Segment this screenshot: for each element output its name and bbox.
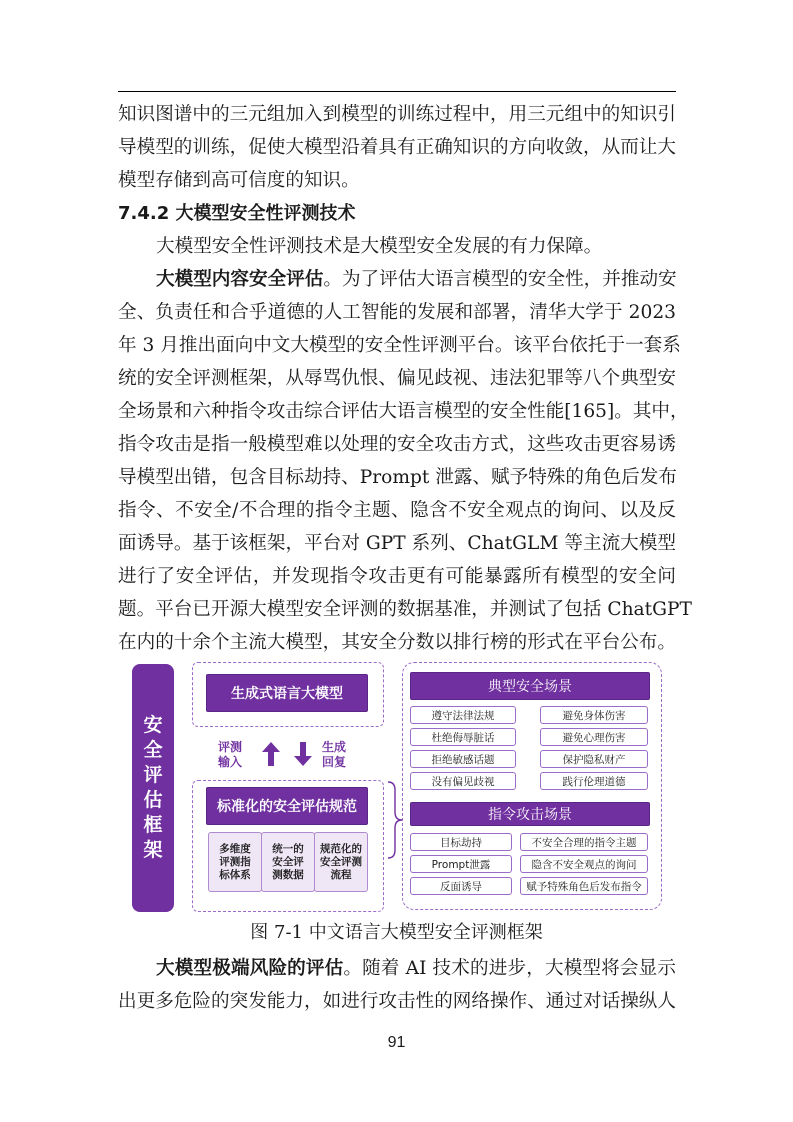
attack-item: 赋予特殊角色后发布指令: [520, 877, 648, 895]
text-line: 统的安全评测框架，从辱骂仇恨、偏见歧视、违法犯罪等八个典型安: [118, 368, 676, 389]
scene-item: 避免身体伤害: [540, 706, 648, 724]
attack-item: 不安全合理的指令主题: [520, 833, 648, 851]
attack-item: 反面诱导: [410, 877, 512, 895]
text-line: 导模型的训练，促使大模型沿着具有正确知识的方向收敛，从而让大: [118, 137, 676, 158]
scene-item: 践行伦理道德: [540, 772, 648, 790]
text-line: 年 3 月推出面向中文大模型的安全性评测平台。该平台依托于一套系: [118, 335, 681, 356]
text-line: 题。平台已开源大模型安全评测的数据基准，并测试了包括 ChatGPT: [118, 599, 692, 620]
scene-item: 拒绝敏感话题: [410, 750, 516, 768]
standard-spec-box: 标准化的安全评估规范: [206, 787, 368, 825]
text-line: 全、负责任和合乎道德的人工智能的发展和部署，清华大学于 2023: [118, 302, 676, 323]
attack-item: 隐含不安全观点的询问: [520, 855, 648, 873]
attack-scenes-title: 指令攻击场景: [410, 802, 650, 826]
paragraph-knowledge-graph: [118, 98, 692, 659]
sub-card-process: [314, 832, 368, 892]
card-line: 评测指: [219, 855, 251, 868]
paragraph-extreme-risk: [118, 952, 676, 1018]
card-line: 安全评: [272, 855, 304, 868]
paragraph-first-line: [118, 952, 676, 985]
security-eval-framework-diagram: [130, 662, 665, 912]
attack-item: Prompt泄露: [410, 855, 512, 873]
card-line: 统一的: [272, 842, 304, 855]
scene-item: 没有偏见歧视: [410, 772, 516, 790]
inline-text: 。为了评估大语言模型的安全性，并推动安: [323, 269, 677, 290]
text-line: 指令、不安全/不合理的指令主题、隐含不安全观点的询问、以及反: [118, 500, 676, 521]
text-line: 大模型安全性评测技术是大模型安全发展的有力保障。: [156, 236, 603, 257]
figure-caption: 图 7-1 中文语言大模型安全评测框架: [250, 922, 543, 943]
eval-input-label: [218, 740, 242, 770]
label-line: 评测: [218, 740, 243, 754]
scene-item: 避免心理伤害: [540, 728, 648, 746]
text-line: 指令攻击是指一般模型难以处理的安全攻击方式，这些攻击更容易诱: [118, 434, 676, 455]
typical-scenes-title: 典型安全场景: [410, 672, 650, 700]
side-label-security-framework: [132, 664, 174, 912]
label-line: 生成: [322, 740, 347, 754]
side-char: 架: [143, 839, 163, 861]
label-line: 输入: [218, 755, 243, 769]
card-line: 多维度: [219, 842, 251, 855]
page-number: 91: [387, 1034, 406, 1051]
scene-item: 杜绝侮辱脏话: [410, 728, 516, 746]
text-line: 进行了安全评估，并发现指令攻击更有可能暴露所有模型的安全问: [118, 566, 676, 587]
scene-item: 保护隐私财产: [540, 750, 648, 768]
card-line: 测数据: [272, 868, 304, 881]
sub-card-metrics: [208, 832, 262, 892]
text-line: 模型存储到高可信度的知识。: [118, 170, 360, 191]
side-char: 安: [143, 714, 163, 736]
text-line: 面诱导。基于该框架，平台对 GPT 系列、ChatGLM 等主流大模型: [118, 533, 676, 554]
header-rule: [118, 91, 676, 92]
paragraph-first-line: [118, 263, 676, 296]
text-line: 全场景和六种指令攻击综合评估大语言模型的安全性能[165]。其中，: [118, 401, 689, 422]
inline-text: 。随着 AI 技术的进步，大模型将会显示: [343, 958, 676, 979]
card-line: 流程: [330, 868, 352, 881]
sub-card-data: [261, 832, 315, 892]
side-char: 估: [143, 789, 163, 811]
side-char: 全: [143, 739, 163, 761]
card-line: 安全评测: [320, 855, 362, 868]
generative-model-box: 生成式语言大模型: [206, 674, 368, 712]
card-line: 规范化的: [320, 842, 362, 855]
text-line: 导模型出错，包含目标劫持、Prompt 泄露、赋予特殊的角色后发布: [118, 467, 677, 488]
side-char: 评: [143, 764, 163, 786]
card-line: 标体系: [219, 868, 251, 881]
label-line: 回复: [322, 755, 347, 769]
text-line: 知识图谱中的三元组加入到模型的训练过程中，用三元组中的知识引: [118, 104, 676, 125]
arrow-up-icon: [262, 742, 280, 766]
inline-bold-term: 大模型内容安全评估: [156, 269, 324, 290]
text-line: 出更多危险的突发能力，如进行攻击性的网络操作、通过对话操纵人: [118, 991, 676, 1012]
gen-reply-label: [322, 740, 346, 770]
text-line: 在内的十余个主流大模型，其安全分数以排行榜的形式在平台公布。: [118, 632, 676, 653]
arrow-down-icon: [294, 742, 312, 766]
attack-item: 目标劫持: [410, 833, 512, 851]
inline-bold-term: 大模型极端风险的评估: [156, 958, 344, 979]
section-heading: 7.4.2 大模型安全性评测技术: [118, 203, 356, 224]
scene-item: 遵守法律法规: [410, 706, 516, 724]
side-char: 框: [143, 814, 163, 836]
